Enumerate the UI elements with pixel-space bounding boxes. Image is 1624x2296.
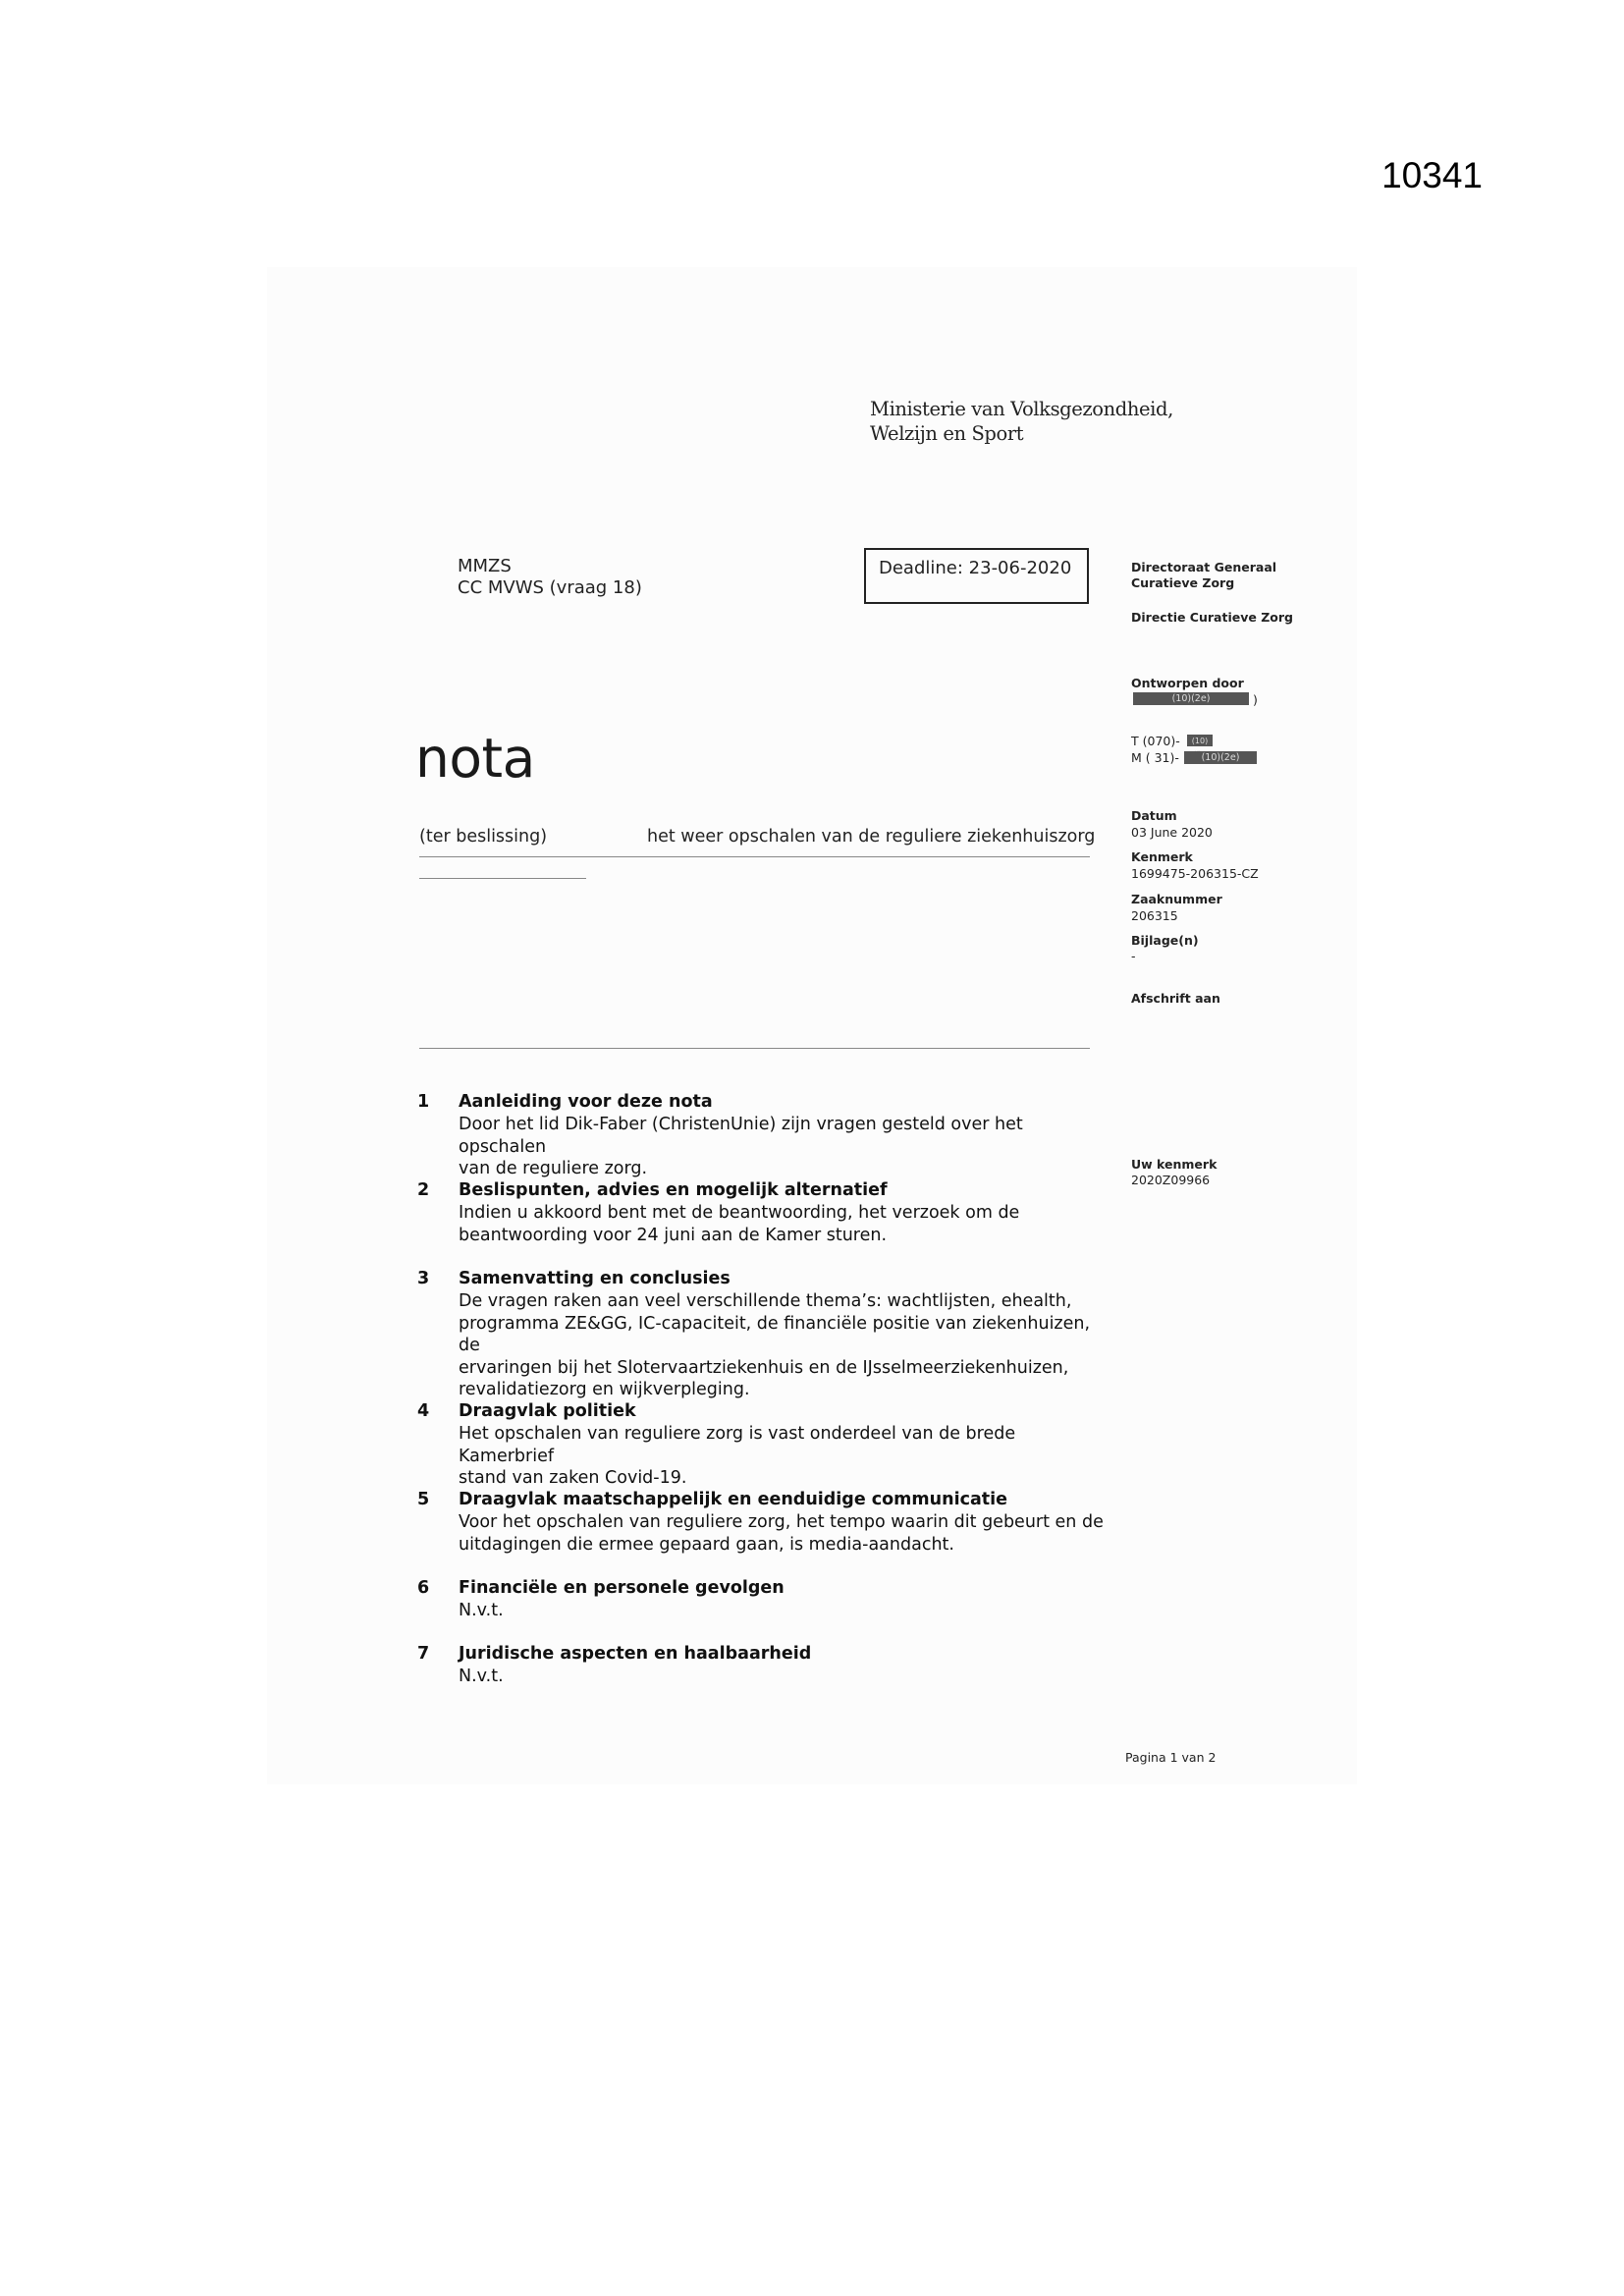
sidebar-date-value: 03 June 2020: [1131, 825, 1213, 840]
section-number: 7: [417, 1644, 430, 1664]
sidebar-zaaknummer-value: 206315: [1131, 908, 1178, 923]
recipient-line-2: CC MVWS (vraag 18): [458, 577, 642, 598]
deadline-box: [864, 548, 1089, 604]
sidebar-uw-kenmerk-label: Uw kenmerk: [1131, 1157, 1218, 1172]
sidebar-bijlage-label: Bijlage(n): [1131, 933, 1199, 948]
sidebar-kenmerk-value: 1699475-206315-CZ: [1131, 866, 1259, 881]
section-body: [459, 1290, 1107, 1401]
recipient-line-1: MMZS: [458, 556, 512, 576]
short-divider: [419, 878, 586, 879]
section-line: Door het lid Dik-Faber (ChristenUnie) zijn vragen gesteld over het opschalen: [459, 1115, 1023, 1157]
sidebar-directorate: Directie Curatieve Zorg: [1131, 610, 1293, 625]
section-body: [459, 1114, 1107, 1180]
section-line: programma ZE&GG, IC-capaciteit, de financiële positie van ziekenhuizen, de: [459, 1313, 1091, 1356]
section-line: van de reguliere zorg.: [459, 1159, 648, 1179]
deadline-text: Deadline: 23-06-2020: [879, 558, 1072, 578]
section-number: 4: [417, 1401, 430, 1421]
recipients: [458, 556, 642, 599]
section-number: 3: [417, 1269, 430, 1288]
sidebar-bijlage-value: -: [1131, 949, 1136, 963]
page-title: nota: [415, 727, 535, 790]
sidebar-phone-label: T (070)-: [1131, 734, 1180, 748]
section-title: Juridische aspecten en haalbaarheid: [459, 1644, 812, 1664]
section-line: N.v.t.: [459, 1667, 504, 1686]
page-indicator: Pagina 1 van 2: [1125, 1750, 1217, 1765]
section-title: Samenvatting en conclusies: [459, 1269, 731, 1288]
scanned-page: [267, 267, 1357, 1784]
section-line: stand van zaken Covid-19.: [459, 1468, 687, 1489]
sidebar-zaaknummer-label: Zaaknummer: [1131, 892, 1222, 906]
sidebar-kenmerk-label: Kenmerk: [1131, 849, 1193, 864]
section-line: uitdagingen die ermee gepaard gaan, is media-aandacht.: [459, 1534, 954, 1555]
section-body: [459, 1600, 1107, 1622]
sidebar-uw-kenmerk-value: 2020Z09966: [1131, 1173, 1211, 1187]
designed-by-paren: ): [1253, 692, 1258, 707]
section-title: Draagvlak maatschappelijk en eenduidige communicatie: [459, 1490, 1007, 1509]
section-number: 5: [417, 1490, 430, 1509]
sidebar-designed-by-label: Ontworpen door: [1131, 676, 1244, 690]
section-line: De vragen raken aan veel verschillende thema’s: wachtlijsten, ehealth,: [459, 1291, 1072, 1311]
section-line: N.v.t.: [459, 1601, 504, 1620]
redacted-phone: (10): [1187, 735, 1213, 746]
ministry-name: [870, 397, 1223, 446]
section-body: [459, 1202, 1107, 1246]
subject-type: (ter beslissing): [419, 827, 548, 847]
redacted-designer: (10)(2e): [1133, 692, 1249, 705]
section-divider: [419, 1048, 1090, 1049]
section-body: [459, 1423, 1107, 1490]
sidebar-date-label: Datum: [1131, 808, 1177, 823]
redacted-mobile: (10)(2e): [1184, 751, 1257, 764]
section-body: [459, 1511, 1107, 1556]
section-number: 2: [417, 1180, 430, 1200]
section-number: 6: [417, 1578, 430, 1598]
sidebar-dg-2: Curatieve Zorg: [1131, 575, 1235, 590]
subject-divider: [419, 856, 1090, 857]
section-title: Beslispunten, advies en mogelijk alternatief: [459, 1180, 888, 1200]
section-line: revalidatiezorg en wijkverpleging.: [459, 1380, 750, 1400]
section-line: Indien u akkoord bent met de beantwoording, het verzoek om de: [459, 1203, 1020, 1223]
document-number: 10341: [1381, 155, 1483, 195]
section-line: ervaringen bij het Slotervaartziekenhuis en de IJsselmeerziekenhuizen,: [459, 1357, 1069, 1378]
section-line: beantwoording voor 24 juni aan de Kamer sturen.: [459, 1225, 888, 1245]
section-body: [459, 1666, 1107, 1688]
section-title: Draagvlak politiek: [459, 1401, 636, 1421]
subject-text: het weer opschalen van de reguliere ziekenhuiszorg: [647, 827, 1096, 847]
sidebar-mobile-label: M ( 31)-: [1131, 750, 1179, 765]
section-title: Financiële en personele gevolgen: [459, 1578, 785, 1598]
ministry-line-2: Welzijn en Sport: [870, 422, 1024, 445]
section-line: Het opschalen van reguliere zorg is vast onderdeel van de brede Kamerbrief: [459, 1424, 1016, 1466]
sidebar-afschrift-label: Afschrift aan: [1131, 991, 1220, 1006]
ministry-line-1: Ministerie van Volksgezondheid,: [870, 398, 1173, 420]
section-number: 1: [417, 1092, 430, 1112]
section-title: Aanleiding voor deze nota: [459, 1092, 713, 1112]
sidebar-dg: Directoraat Generaal: [1131, 560, 1277, 574]
section-line: Voor het opschalen van reguliere zorg, het tempo waarin dit gebeurt en de: [459, 1512, 1104, 1532]
